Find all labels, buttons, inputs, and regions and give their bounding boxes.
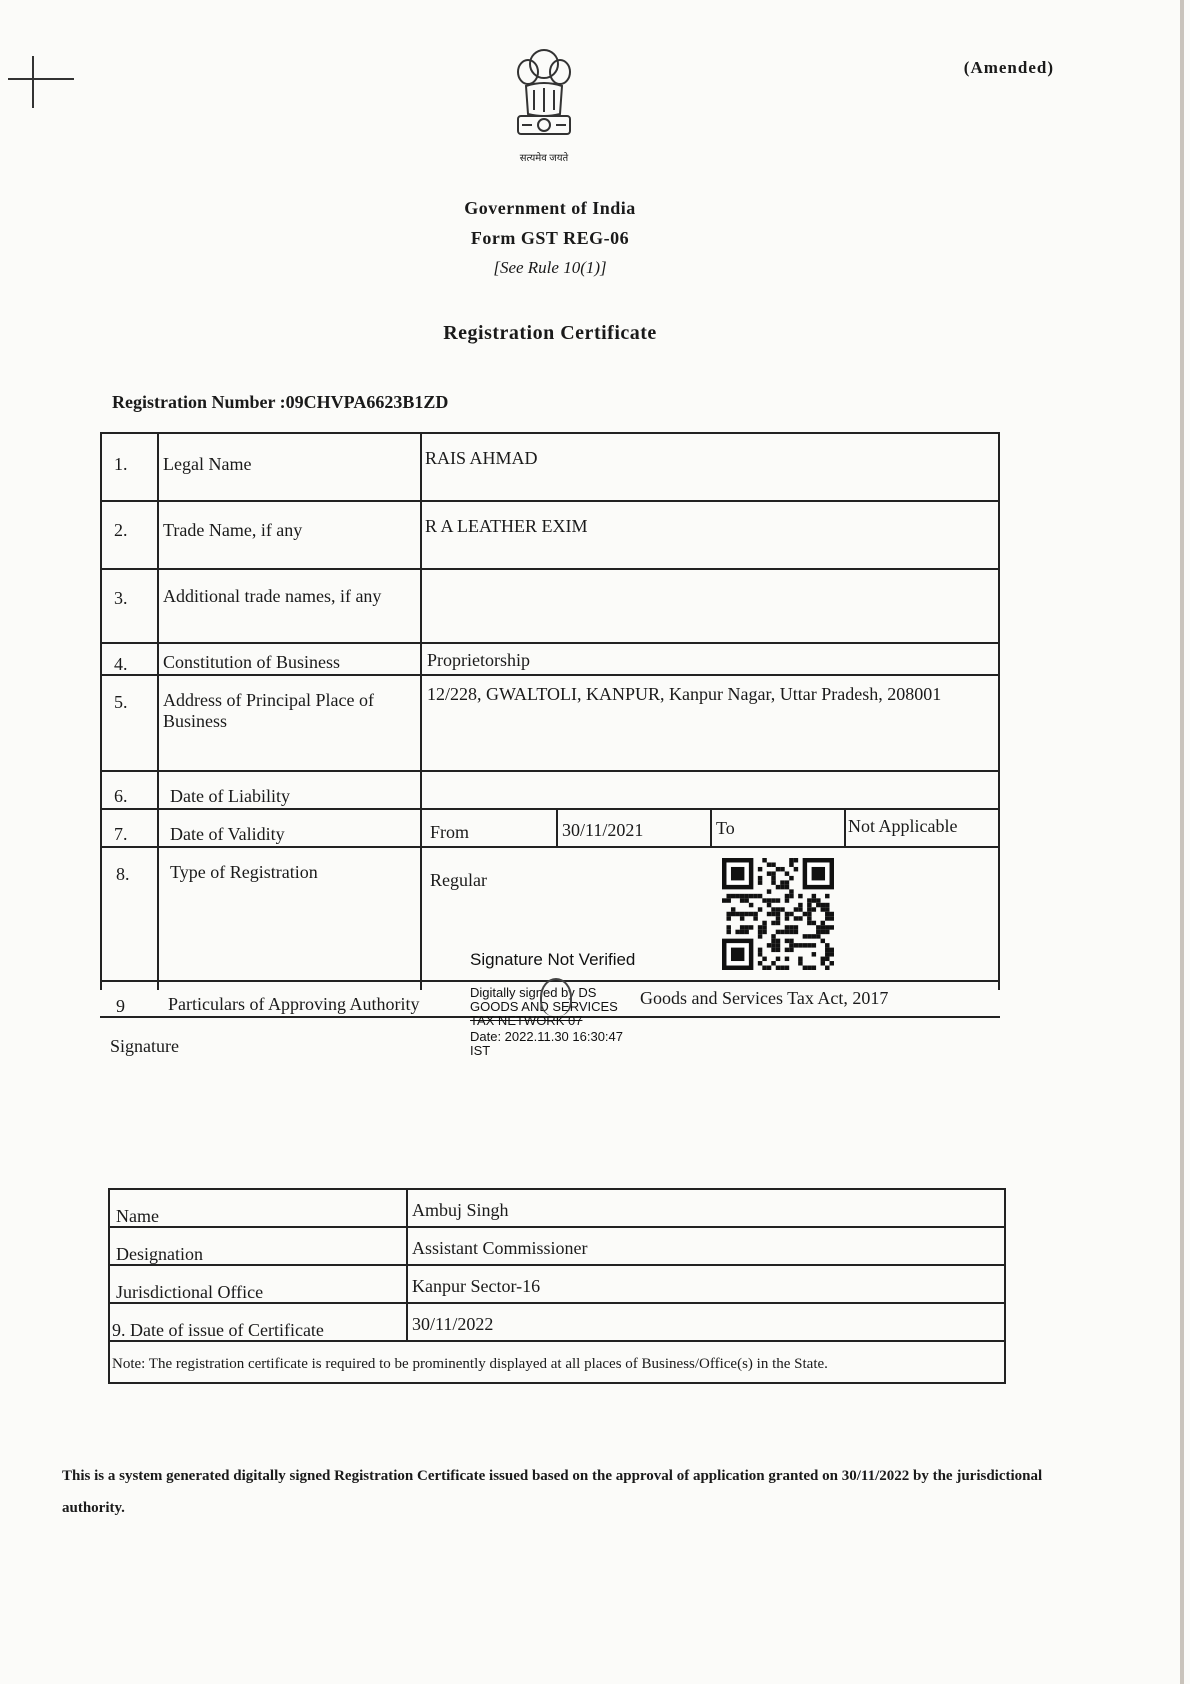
authority-name-label: Name: [116, 1206, 159, 1226]
validity-to-label: To: [716, 818, 735, 838]
row-number: 4.: [114, 654, 128, 674]
national-emblem-icon: [508, 44, 580, 148]
address-value: 12/228, GWALTOLI, KANPUR, Kanpur Nagar, Uttar Pradesh, 208001: [427, 684, 942, 704]
row-number: 9: [116, 996, 125, 1016]
designation-value: Assistant Commissioner: [412, 1238, 588, 1258]
authority-name-value: Ambuj Singh: [412, 1200, 509, 1220]
scan-mark: [8, 78, 74, 80]
registration-number: [112, 392, 448, 413]
amended-label: (Amended): [963, 58, 1054, 77]
jurisdictional-office-label: Jurisdictional Office: [116, 1282, 264, 1302]
row-number: 2.: [114, 520, 128, 540]
address-label: Address of Principal Place of Business: [163, 690, 374, 731]
form-heading: Form GST REG-06: [470, 228, 630, 248]
scan-mark: [32, 56, 34, 108]
government-heading: Government of India: [464, 198, 636, 218]
signature-check-icon: [540, 978, 572, 1016]
trade-name-label: Trade Name, if any: [163, 520, 303, 540]
constitution-label: Constitution of Business: [163, 652, 341, 672]
digital-signature-line: Digitally signed by DS: [470, 985, 597, 1000]
row-number: 1.: [114, 454, 128, 474]
emblem-caption: सत्यमेव जयते: [519, 153, 569, 164]
certificate-title: Registration Certificate: [443, 322, 657, 344]
registration-value: 09CHVPA6623B1ZD: [285, 392, 449, 412]
digital-signature-line: TAX NETWORK 07: [470, 1013, 583, 1028]
issue-date-value: 30/11/2022: [412, 1314, 494, 1334]
row-number: 5.: [114, 692, 128, 712]
row-number: 8.: [116, 864, 130, 884]
display-note: Note: The registration certificate is required to be prominently displayed at all places of Business/Office(s) in the State.: [112, 1356, 828, 1372]
footer-statement: This is a system generated digitally signed Registration Certificate issued based on the approval of application granted on 30/11/2022 by the jurisdictional authority.: [62, 1468, 1043, 1516]
liability-date-label: Date of Liability: [170, 786, 290, 806]
page-edge: [1180, 0, 1184, 1684]
validity-to-value: Not Applicable: [848, 816, 958, 836]
jurisdictional-office-value: Kanpur Sector-16: [412, 1276, 541, 1296]
digital-signature-date: Date: 2022.11.30 16:30:47: [470, 1029, 623, 1044]
legal-name-value: RAIS AHMAD: [425, 448, 538, 468]
registration-type-value: Regular: [430, 870, 487, 890]
validity-from-value: 30/11/2021: [562, 820, 644, 840]
rule-reference: [See Rule 10(1)]: [493, 258, 607, 277]
constitution-value: Proprietorship: [427, 650, 530, 670]
approving-authority-label: Particulars of Approving Authority: [168, 994, 420, 1014]
trade-name-value: R A LEATHER EXIM: [425, 516, 588, 536]
row-number: 6.: [114, 786, 128, 806]
approving-authority-value: Goods and Services Tax Act, 2017: [640, 988, 889, 1008]
row-number: 3.: [114, 588, 128, 608]
digital-signature-zone: IST: [470, 1043, 491, 1058]
validity-from-label: From: [430, 822, 470, 842]
signature-status: Signature Not Verified: [470, 950, 636, 969]
signature-label: Signature: [110, 1036, 179, 1056]
registration-label: Registration Number :: [112, 392, 286, 412]
registration-type-label: Type of Registration: [170, 862, 318, 882]
issue-date-label: 9. Date of issue of Certificate: [112, 1320, 324, 1340]
legal-name-label: Legal Name: [163, 454, 252, 474]
additional-trade-names-label: Additional trade names, if any: [163, 586, 382, 606]
digital-signature-line: GOODS AND SERVICES: [470, 999, 618, 1014]
row-number: 7.: [114, 824, 128, 844]
validity-label: Date of Validity: [170, 824, 285, 844]
designation-label: Designation: [116, 1244, 203, 1264]
qr-code-icon: [722, 858, 834, 970]
